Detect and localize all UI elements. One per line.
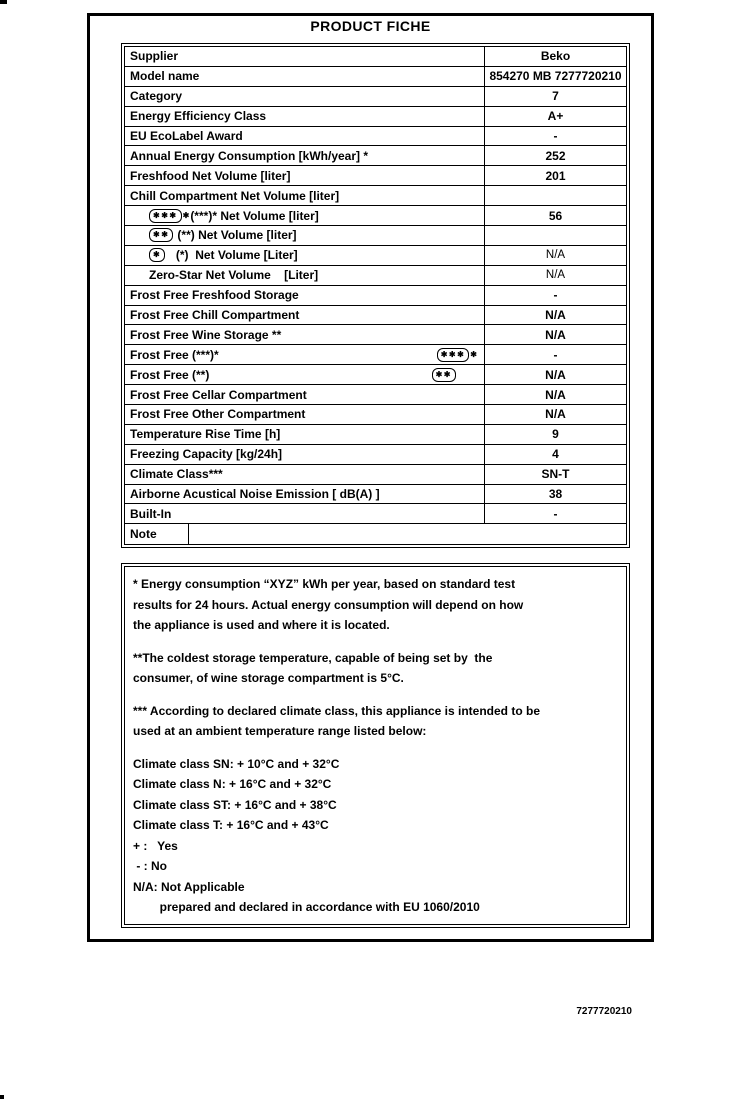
table-row <box>125 186 626 206</box>
note-line: **The coldest storage temperature, capable of being set by the <box>133 650 493 665</box>
table-row <box>125 206 626 226</box>
row-label <box>125 127 485 146</box>
table-row <box>125 226 626 246</box>
row-value <box>485 226 626 245</box>
row-value-text: - <box>553 347 558 362</box>
row-value-text: N/A <box>545 327 566 342</box>
row-label-text: Airborne Acustical Noise Emission [ dB(A) ] <box>130 487 380 502</box>
row-label <box>125 47 485 66</box>
row-label-text: Frost Free (***)* <box>130 347 219 362</box>
row-value <box>485 445 626 464</box>
row-label-text: Frost Free (**) <box>130 367 210 382</box>
row-value-text: 9 <box>552 427 559 442</box>
table-row <box>125 107 626 127</box>
row-value <box>485 47 626 66</box>
row-label <box>125 325 485 344</box>
table-row <box>125 425 626 445</box>
table-row <box>125 405 626 425</box>
row-value <box>485 87 626 106</box>
note-line: N/A: Not Applicable <box>133 879 245 894</box>
row-value <box>485 246 626 265</box>
row-value <box>485 266 626 285</box>
row-value <box>485 405 626 424</box>
table-row <box>125 306 626 326</box>
row-label <box>125 107 485 126</box>
row-label <box>125 246 485 265</box>
row-value <box>485 186 626 205</box>
row-label <box>125 405 485 424</box>
row-value-text: A+ <box>547 109 564 124</box>
note-line: consumer, of wine storage compartment is 5°C. <box>133 671 404 685</box>
note-line: Climate class ST: + 16°C and + 38°C <box>133 797 337 812</box>
row-label <box>125 226 485 245</box>
row-label <box>125 504 485 523</box>
row-label-text: EU EcoLabel Award <box>130 129 243 143</box>
row-value-text: N/A <box>545 269 566 282</box>
row-value-text: N/A <box>545 367 566 382</box>
row-value <box>485 146 626 165</box>
table-row <box>125 246 626 266</box>
star-rating-icon <box>437 348 478 362</box>
row-label-text: Frost Free Freshfood Storage <box>130 288 299 303</box>
row-value-text: N/A <box>545 387 566 402</box>
row-label <box>125 425 485 444</box>
row-label-text: Freezing Capacity [kg/24h] <box>130 447 283 462</box>
row-label <box>125 266 485 285</box>
row-label-text: Frost Free Other Compartment <box>130 407 306 422</box>
row-label <box>125 166 485 185</box>
note-line: *** According to declared climate class, this appliance is intended to be <box>133 703 541 718</box>
star-rating-icon: ✱✱ <box>432 368 456 382</box>
row-label-text: Supplier <box>130 49 179 64</box>
row-value-text: N/A <box>545 308 566 323</box>
star-icon: ✱ <box>470 350 477 360</box>
row-label-text: (**) Net Volume [liter] <box>177 228 297 243</box>
row-label-text: Frost Free Wine Storage ** <box>130 327 282 342</box>
row-label-text: Freshfood Net Volume [liter] <box>130 168 291 183</box>
table-row <box>125 146 626 166</box>
row-value-text: - <box>553 506 558 521</box>
row-value <box>485 166 626 185</box>
row-label-text: (*) Net Volume [Liter] <box>175 248 298 263</box>
note-line: + : Yes <box>133 838 178 853</box>
table-row <box>125 87 626 107</box>
row-label-text: Frost Free Chill Compartment <box>130 308 300 323</box>
row-value <box>485 485 626 504</box>
table-body <box>124 46 627 545</box>
row-value <box>485 465 626 484</box>
note-line: the appliance is used and where it is located. <box>133 618 390 632</box>
table-row <box>125 385 626 405</box>
row-label <box>125 286 485 305</box>
row-value-text: 4 <box>552 447 559 462</box>
row-label-text: Temperature Rise Time [h] <box>130 427 281 442</box>
row-label-text: (***)* Net Volume [liter] <box>190 208 319 223</box>
note-line: prepared and declared in accordance with EU 1060/2010 <box>133 900 480 914</box>
row-value <box>485 425 626 444</box>
table-row <box>125 166 626 186</box>
row-value <box>485 286 626 305</box>
table-row <box>125 266 626 286</box>
row-label-text: Annual Energy Consumption [kWh/year] * <box>130 148 369 163</box>
row-label-text: Zero-Star Net Volume [Liter] <box>149 268 319 283</box>
row-value <box>485 206 626 225</box>
row-value-text: SN-T <box>541 467 570 482</box>
product-fiche-table <box>121 43 630 548</box>
star-rating-icon: ✱✱ <box>149 228 173 242</box>
note-line: - : No <box>133 859 167 873</box>
star-icon: ✱ <box>182 210 190 220</box>
star-rating-icon <box>432 368 456 382</box>
table-row <box>125 127 626 147</box>
row-label <box>125 465 485 484</box>
star-rating-icon: ✱✱✱ <box>149 209 182 223</box>
table-row <box>125 365 626 385</box>
row-value-text: 56 <box>548 208 563 223</box>
table-row <box>125 67 626 87</box>
row-label <box>125 67 485 86</box>
row-label <box>125 365 485 384</box>
row-value <box>485 67 626 86</box>
row-value <box>485 345 626 364</box>
scan-artifact-mark <box>0 0 7 4</box>
row-value-text: N/A <box>545 249 566 262</box>
row-label <box>125 306 485 325</box>
table-row <box>125 504 626 524</box>
row-value <box>485 306 626 325</box>
row-label-text: Model name <box>130 69 200 84</box>
row-value-text: N/A <box>545 407 566 422</box>
scan-artifact-mark <box>0 1095 4 1099</box>
row-label <box>125 87 485 106</box>
row-value <box>485 385 626 404</box>
page-title: PRODUCT FICHE <box>310 18 431 34</box>
row-label-text: Energy Efficiency Class <box>130 109 267 124</box>
note-line: Climate class N: + 16°C and + 32°C <box>133 777 332 791</box>
document-code: 7277720210 <box>576 1006 632 1017</box>
note-line: results for 24 hours. Actual energy consumption will depend on how <box>133 597 524 612</box>
row-value-text: 201 <box>545 168 566 183</box>
row-label-text: Built-In <box>130 506 172 521</box>
star-rating-icon: ✱ <box>149 248 165 262</box>
row-label-text: Category <box>130 89 183 104</box>
row-label <box>125 186 485 205</box>
table-row <box>125 345 626 365</box>
note-line: Climate class T: + 16°C and + 43°C <box>133 818 329 832</box>
note-line: * Energy consumption “XYZ” kWh per year, based on standard test <box>133 577 516 591</box>
table-row <box>125 524 626 544</box>
row-value <box>485 325 626 344</box>
table-row <box>125 47 626 67</box>
row-value <box>485 504 626 523</box>
row-label <box>125 385 485 404</box>
row-value-text: 252 <box>545 148 566 163</box>
row-value-text: 854270 MB 7277720210 <box>489 69 622 84</box>
row-value-text: - <box>553 129 558 143</box>
row-label: Note <box>125 524 189 544</box>
row-label <box>125 445 485 464</box>
row-label-text: Climate Class*** <box>130 467 223 482</box>
row-label <box>125 206 485 225</box>
row-value <box>485 365 626 384</box>
row-label <box>125 146 485 165</box>
note-line: used at an ambient temperature range listed below: <box>133 724 427 738</box>
row-value <box>485 107 626 126</box>
notes-box <box>121 563 630 928</box>
notes-content <box>124 566 627 925</box>
note-line: Climate class SN: + 10°C and + 32°C <box>133 756 340 771</box>
row-value-text: 38 <box>548 487 563 502</box>
row-label-text: Chill Compartment Net Volume [liter] <box>130 188 340 203</box>
row-label-text: Frost Free Cellar Compartment <box>130 387 307 402</box>
row-value <box>485 127 626 146</box>
row-label <box>125 345 485 364</box>
row-value-text: - <box>553 288 558 303</box>
star-rating-icon: ✱✱✱ <box>437 348 470 362</box>
table-row <box>125 465 626 485</box>
row-label <box>125 485 485 504</box>
table-row <box>125 445 626 465</box>
table-row <box>125 286 626 306</box>
table-row <box>125 325 626 345</box>
table-row <box>125 485 626 505</box>
row-value-text: Beko <box>540 49 571 64</box>
row-value-text: 7 <box>552 89 559 104</box>
